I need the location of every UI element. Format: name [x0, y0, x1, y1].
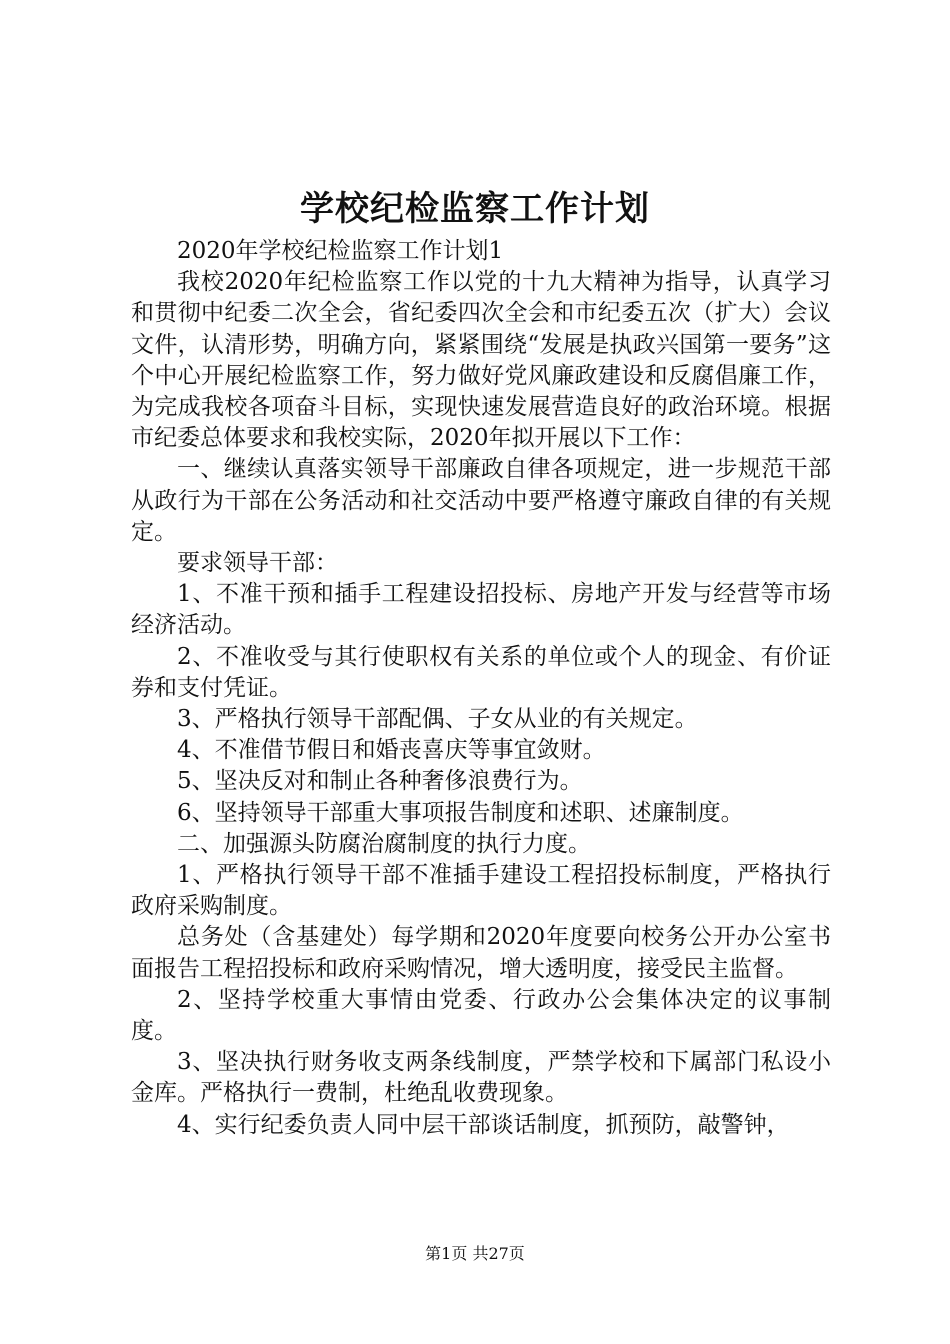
paragraph-general-affairs: 总务处（含基建处）每学期和2020年度要向校务公开办公室书面报告工程招投标和政府采购情况，增大透明度，接受民主监督。	[131, 924, 831, 982]
page-footer: 第1页 共27页	[425, 1244, 525, 1263]
list-item: 6、坚持领导干部重大事项报告制度和述职、述廉制度。	[177, 799, 744, 826]
list-item: 3、坚决执行财务收支两条线制度，严禁学校和下属部门私设小金库。严格执行一费制，杜绝乱收费现象。	[131, 1049, 831, 1107]
list-item: 1、严格执行领导干部不准插手建设工程招投标制度，严格执行政府采购制度。	[131, 862, 831, 920]
list-item: 1、不准干预和插手工程建设招投标、房地产开发与经营等市场经济活动。	[131, 581, 831, 639]
list-item: 5、坚决反对和制止各种奢侈浪费行为。	[177, 768, 583, 795]
document-title: 学校纪检监察工作计划	[300, 189, 650, 229]
list-item: 4、实行纪委负责人同中层干部谈话制度，抓预防，敲警钟，	[177, 1111, 790, 1138]
list-item: 2、坚持学校重大事情由党委、行政办公会集体决定的议事制度。	[131, 986, 831, 1045]
list-item: 4、不准借节假日和婚丧喜庆等事宜敛财。	[177, 737, 606, 764]
document-body	[131, 236, 831, 1141]
paragraph-subtitle: 2020年学校纪检监察工作计划1	[177, 238, 504, 264]
paragraph-section-2: 二、加强源头防腐治腐制度的执行力度。	[177, 830, 591, 857]
paragraph-requirements: 要求领导干部：	[177, 550, 338, 577]
paragraph-intro: 我校2020年纪检监察工作以党的十九大精神为指导，认真学习和贯彻中纪委二次全会，省纪委四次全会和市纪委五次（扩大）会议文件，认清形势，明确方向，紧紧围绕“发展是执政兴国第一要务”这个中心开展纪检监察工作，努力做好党风廉政建设和反腐倡廉工作，为完成我校各项奋斗目标，实现快速发展营造良好的政治环境。根据市纪委总体要求和我校实际，2020年拟开展以下工作：	[131, 269, 831, 452]
list-item: 2、不准收受与其行使职权有关系的单位或个人的现金、有价证券和支付凭证。	[131, 643, 831, 701]
paragraph-section-1: 一、继续认真落实领导干部廉政自律各项规定，进一步规范干部从政行为干部在公务活动和社交活动中要严格遵守廉政自律的有关规定。	[131, 456, 831, 545]
list-item: 3、严格执行领导干部配偶、子女从业的有关规定。	[177, 706, 698, 733]
